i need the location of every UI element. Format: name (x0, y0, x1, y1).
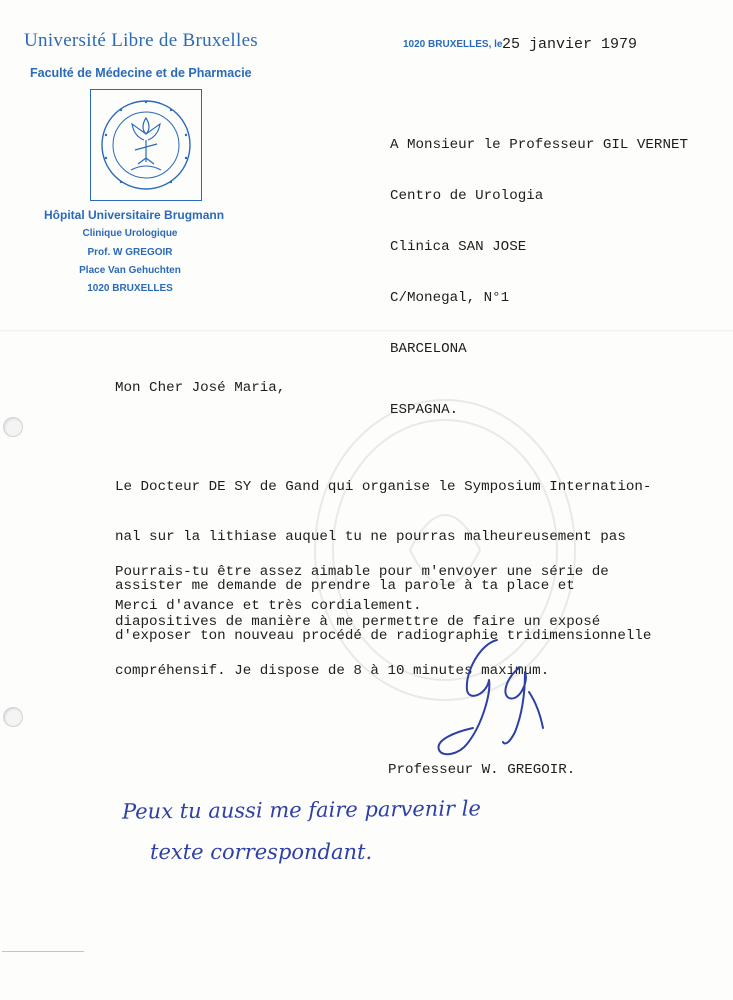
recipient-line: Clinica SAN JOSE (390, 239, 527, 255)
city-address: 1020 BRUXELLES (87, 283, 173, 294)
body-line: Pourrais-tu être assez aimable pour m'envoyer une série de (115, 564, 609, 580)
body-line: nal sur la lithiase auquel tu ne pourras malheureusement pas (115, 528, 626, 545)
recipient-line: ESPAGNA. (390, 402, 459, 418)
seal-emblem (91, 90, 201, 200)
body-line: d'exposer ton nouveau procédé de radiographie tridimensionnelle (115, 627, 652, 644)
body-line: Le Docteur DE SY de Gand qui organise le Symposium Internation- (115, 479, 652, 495)
recipient-line: BARCELONA (390, 341, 467, 357)
handwritten-signature (425, 632, 565, 772)
recipient-line: A Monsieur le Professeur GIL VERNET (390, 137, 688, 153)
punch-hole (3, 707, 23, 727)
margin-rule (2, 951, 84, 952)
punch-hole (3, 417, 23, 437)
closing-line: Merci d'avance et très cordialement. (115, 598, 422, 614)
university-seal (90, 89, 202, 201)
faculty-name: Faculté de Médecine et de Pharmacie (30, 66, 252, 80)
letter-date: 25 janvier 1979 (502, 36, 638, 53)
dateline-place: 1020 BRUXELLES, le (403, 39, 503, 50)
salutation: Mon Cher José Maria, (115, 380, 286, 396)
university-name: Université Libre de Bruxelles (24, 30, 258, 51)
handwritten-note-line: Peux tu aussi me faire parvenir le (121, 796, 481, 824)
signer-name: Professeur W. GREGOIR. (388, 762, 576, 778)
clinic-name: Clinique Urologique (82, 228, 178, 239)
body-line: diapositives de manière à me permettre de faire un exposé (115, 613, 601, 630)
street-address: Place Van Gehuchten (79, 265, 181, 276)
hospital-name: Hôpital Universitaire Brugmann (44, 208, 225, 222)
body-line: compréhensif. Je dispose de 8 à 10 minutes maximum. (115, 663, 550, 679)
body-line: assister me demande de prendre la parole à ta place et (115, 578, 575, 594)
recipient-line: C/Monegal, N°1 (390, 290, 510, 306)
handwritten-note-line: texte correspondant. (150, 840, 373, 864)
recipient-line: Centro de Urologia (390, 188, 544, 204)
recipient-address (390, 104, 688, 452)
professor-name: Prof. W GREGOIR (87, 247, 173, 258)
